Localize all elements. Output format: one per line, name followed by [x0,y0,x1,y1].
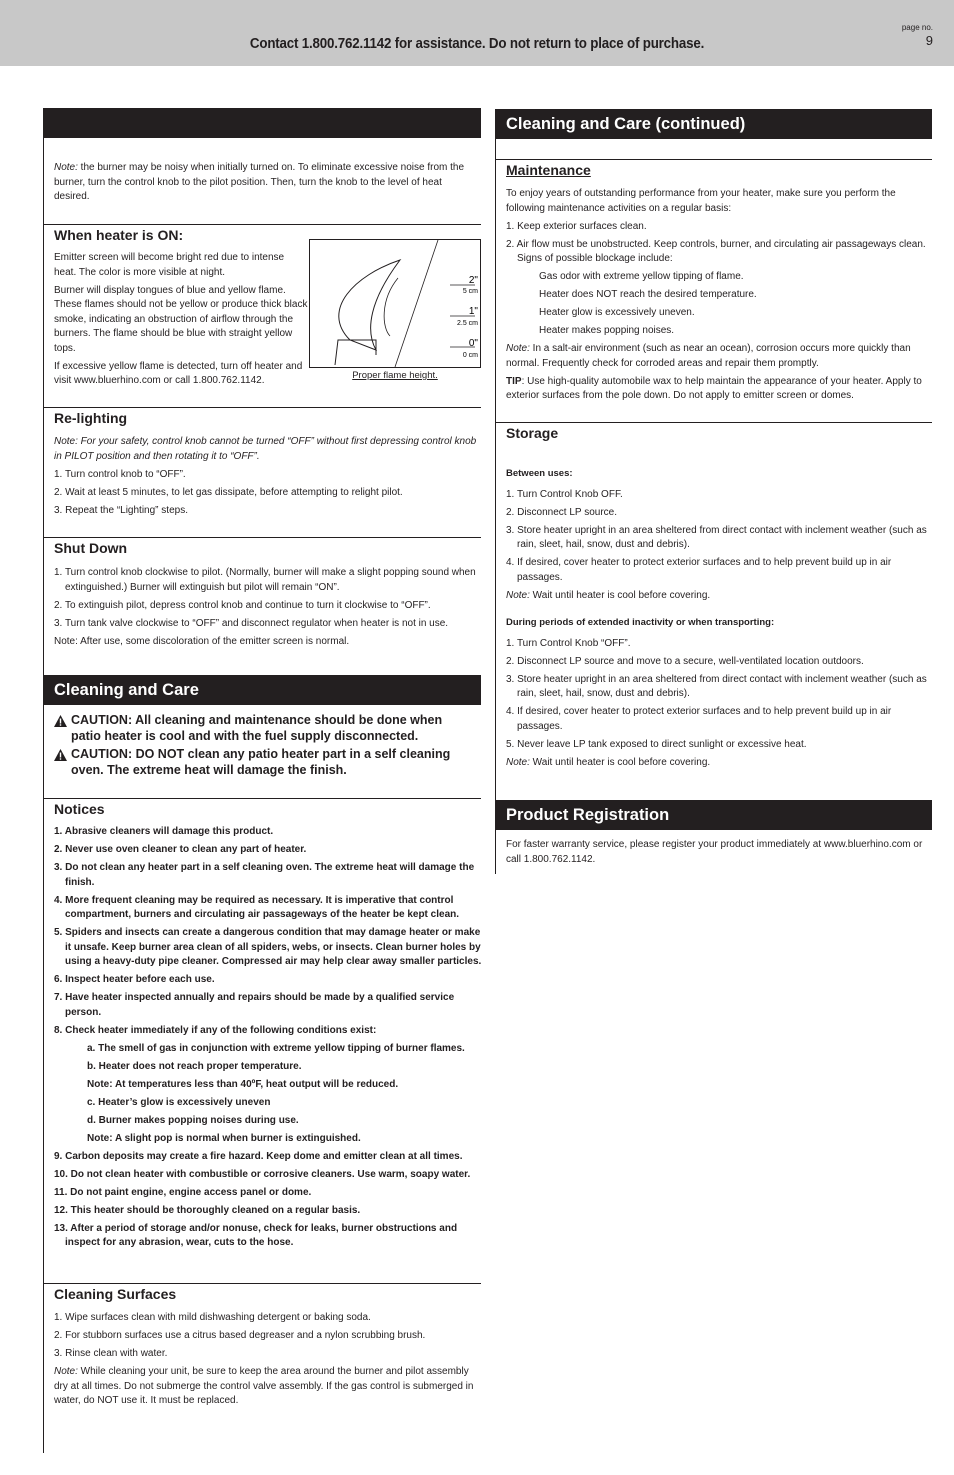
intro-note: Note: the burner may be noisy when initially turned on. To eliminate excessive noise from the burner, turn the control knob to the pilot position. Then, turn the knob to the level of heat desired. [54,162,465,202]
relighting-title: Re-lighting [54,410,128,426]
divider [43,407,481,408]
header-bar [0,0,954,66]
label-5cm: 5 cm [462,288,478,295]
relighting-text: Note: For your safety, control knob cannot be turned “OFF” without first depressing control knob in PILOT position and then rotating it to “OFF”. 1. Turn control knob to “OFF”. 2. Wait at least 5 minutes, to let gas dissipate, before attempting to relight pilot. 3. Repeat the “Lighting” steps. [54,436,477,516]
page-number-label: page no. [901,23,933,32]
divider [43,798,481,799]
divider [43,1283,481,1284]
contact-banner: Contact 1.800.762.1142 for assistance. Do not return to place of purchase. [249,36,705,52]
heater-on-title: When heater is ON: [54,227,184,243]
storage-text: Between uses: 1. Turn Control Knob OFF. 2. Disconnect LP source. 3. Store heater upright in an area sheltered from direct contact with inclement weather (such as rain, sleet, hail, snow, dust and debris). 4. If desired, cover heater to protect exterior surfaces and to help prevent build up in air passages. Note: Wait until heater is cool before covering. During periods of extended inactivity or when transporting: 1. Turn Control Knob “OFF”. 2. Disconnect LP source and move to a secure, well-ventilated location outdoors. 3. Store heater upright in an area sheltered from direct contact with inclement weather (such as rain, sleet, hail, snow, dust and debris). 4. If desired, cover heater to protect exterior surfaces and to help prevent build up in air passages. 5. Never leave LP tank exposed to direct sunlight or excessive heat. Note: Wait until heater is cool before covering. [506,468,927,768]
cleaning-and-care-bar: Cleaning and Care [43,675,481,705]
storage-title: Storage [506,425,559,441]
warning-icon [54,715,67,727]
left-column-rule [43,138,44,1453]
flame-diagram [310,240,480,367]
divider [495,422,932,423]
maintenance-text: To enjoy years of outstanding performance from your heater, make sure you perform the following maintenance activities on a regular basis: 1. Keep exterior surfaces clean. 2. Air flow must be unobstructed. Keep controls, burner, and circulating air passageways clean. Signs of possible blockage include: Gas odor with extreme yellow tipping of flame. Heater does NOT reach the desired temperature. Heater glow is excessively uneven. Heater makes popping noises. Note: In a salt-air environment (such as near an ocean), corrosion occurs more quickly than normal. Frequently check for corroded areas and repair them promptly. TIP: Use high-quality automobile wax to help maintain the appearance of your heater. Apply to exterior surfaces from the pole down. Do not apply to emitter screen or domes. [506,188,926,401]
label-0in: 0" [468,338,478,349]
product-registration-bar: Product Registration [495,800,932,830]
shutdown-title: Shut Down [54,540,128,556]
cleaning-surfaces-text: 1. Wipe surfaces clean with mild dishwashing detergent or baking soda. 2. For stubborn surfaces use a citrus based degreaser and a nylon scrubbing brush. 3. Rinse clean with water. Note: While cleaning your unit, be sure to keep the area around the burner and pilot assembly dry at all times. Do not submerge the control valve assembly. If the gas control is submerged in water, do NOT use it. It must be replaced. [54,1312,474,1406]
shutdown-text: 1. Turn control knob clockwise to pilot. (Normally, burner will make a slight popping sound when extinguished.) Burner will extinguish but pilot will remain “ON”. 2. To extinguish pilot, depress control knob and continue to turn it clockwise to “OFF”. 3. Turn tank valve clockwise to “OFF” and disconnect regulator when heater is not in use. Note: After use, some discoloration of the emitter screen is normal. [54,567,476,647]
figure-caption: Proper flame height. [352,370,438,381]
divider [43,224,481,225]
label-0cm: 0 cm [462,352,478,359]
divider [495,159,932,160]
left-section-bar [43,108,481,138]
label-2-5cm: 2.5 cm [456,320,478,327]
label-2in: 2" [468,275,478,286]
maintenance-title: Maintenance [506,162,591,178]
heater-on-text: Emitter screen will become bright red due to intense heat. The color is more visible at night. Burner will display tongues of blue and yellow flame. These flames should not be yellow or produce thick black smoke, indicating an obstruction of airflow through the burners. The flame should be blue with straight yellow tops. If excessive yellow flame is detected, turn off heater and visit www.bluerhino.com or call 1.800.762.1142. [54,252,308,386]
divider [43,537,481,538]
right-column-rule [495,139,496,874]
warning-icon [54,749,67,761]
notices-list: 1. Abrasive cleaners will damage this product. 2. Never use oven cleaner to clean any part of heater. 3. Do not clean any heater part in a self cleaning oven. The extreme heat will damage the finish. 4. More frequent cleaning may be required as necessary. It is imperative that control compartment, burners and circulating air passageways of the heater be kept clean. 5. Spiders and insects can create a dangerous condition that may damage heater or make it unsafe. Keep burner area clean of all spiders, webs, or insects. Clean burner holes by using a heavy-duty pipe cleaner. Compressed air may help clear away smaller particles. 6. Inspect heater before each use. 7. Have heater inspected annually and repairs should be made by a qualified service person. 8. Check heater immediately if any of the following conditions exist: a. The smell of gas in conjunction with extreme yellow tipping of burner flames. b. Heater does not reach proper temperature. Note: At temperatures less than 40ºF, heat output will be reduced. c. Heater’s glow is excessively uneven d. Burner makes popping noises during use. Note: A slight pop is normal when burner is extinguished. 9. Carbon deposits may create a fire hazard. Keep dome and emitter clean at all times. 10. Do not clean heater with combustible or corrosive cleaners. Use warm, soapy water. 11. Do not paint engine, engine access panel or dome. 12. This heater should be thoroughly cleaned on a regular basis. 13. After a period of storage and/or nonuse, check for leaks, burner obstructions and inspect for any abrasion, wear, cuts to the hose. [54,826,482,1248]
cleaning-surfaces-title: Cleaning Surfaces [54,1286,177,1302]
caution-1: CAUTION: All cleaning and maintenance should be done when patio heater is cool and with the fuel supply disconnected. [71,713,443,743]
caution-block [54,713,474,781]
registration-text: For faster warranty service, please register your product immediately at www.bluerhino.com or call 1.800.762.1142. [506,839,923,865]
page-number: 9 [925,33,933,48]
caution-2: CAUTION: DO NOT clean any patio heater part in a self cleaning oven. The extreme heat will damage the finish. [71,747,451,777]
notices-title: Notices [54,801,105,817]
flame-height-figure [309,239,481,368]
cleaning-continued-bar: Cleaning and Care (continued) [495,109,932,139]
label-1in: 1" [468,306,478,317]
